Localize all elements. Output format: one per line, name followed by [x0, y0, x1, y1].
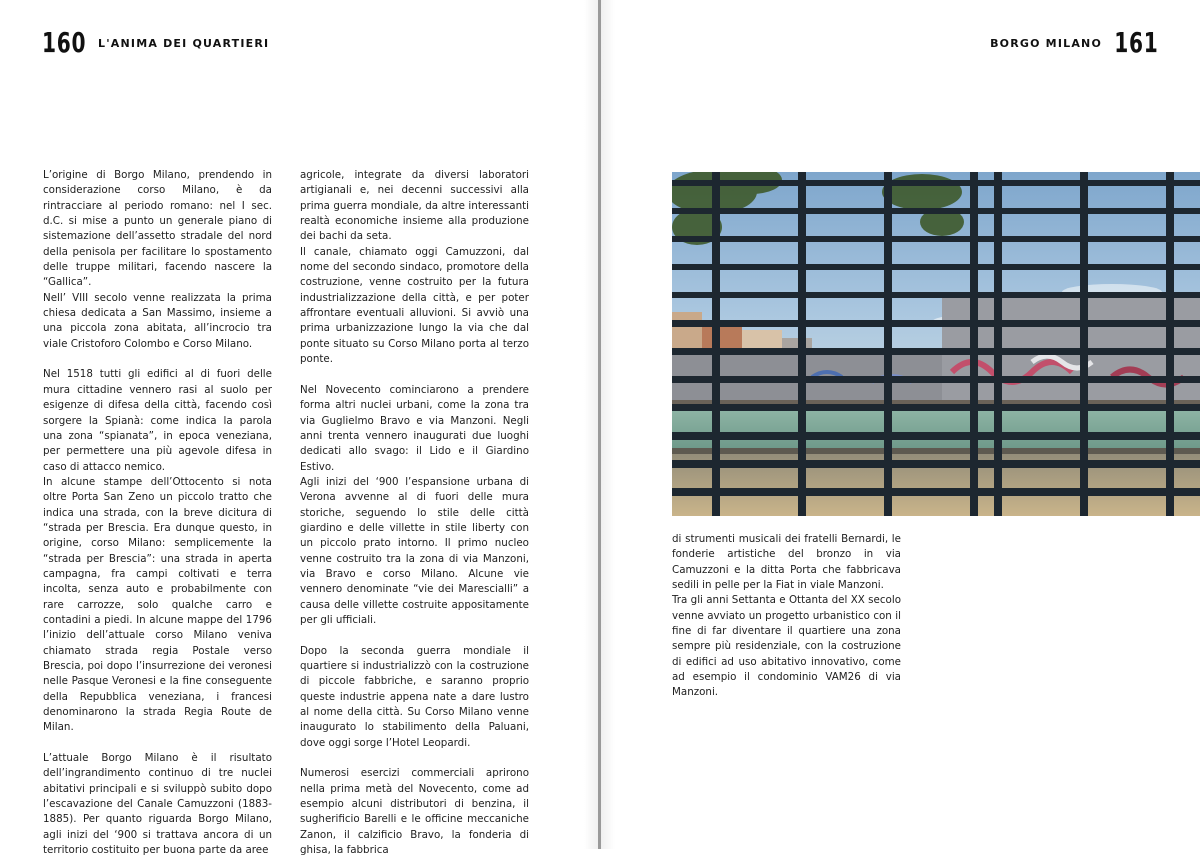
paragraph: In alcune stampe dell’Ottocento si nota oltre Porta San Zeno un piccolo tratto che indica una strada, con la breve dicitura di “strada per Brescia. Era dunque questo, in origine, corso Milano: semplicemente la “strada per Brescia”: una strada in aperta campagna, fra campi coltivati e terra incolta, senza auto e probabilmente con rare carrozze, solo qualche carro e contadini a piedi. In alcune mappe del 1796 l’inizio dell’attuale corso Milano veniva chiamato strada regia Postale verso Brescia, poi dopo l’insurrezione dei veronesi nelle Pasque Veronesi e la fine conseguente della Repubblica veneziana, i francesi denominarono la strada Regia Route de Milan. — [43, 475, 272, 734]
paragraph: Agli inizi del ‘900 l’espansione urbana di Verona avvenne al di fuori delle mura storiche, seguendo lo stile delle città giardino e delle villette in stile liberty con un piccolo prato intorno. Il primo nucleo venne costruito tra la zona di via Manzoni, via Bravo e corso Milano. Alcune vie vennero denominate “vie dei Marescialli” a causa delle villette costruite appositamente per gli ufficiali. — [300, 475, 529, 626]
paragraph: L’origine di Borgo Milano, prendendo in considerazione corso Milano, è da rintracciare al periodo romano: nel I sec. d.C. si mise a punto un generale piano di sistemazione dell’assetto stradale del nord della penisola per facilitare lo spostamento delle truppe militari, facendo nascere la “Gallica”. — [43, 169, 272, 289]
gutter-shadow-right — [601, 0, 615, 849]
gutter-shadow-left — [584, 0, 598, 849]
paragraph: di strumenti musicali dei fratelli Bernardi, le fonderie artistiche del bronzo in via Camuzzoni e la ditta Porta che fabbricava sedili in pelle per la Fiat in viale Manzoni. — [672, 533, 901, 592]
paragraph: Nel 1518 tutti gli edifici al di fuori delle mura cittadine vennero rasi al suolo per esigenze di difesa della città, facendo così sorgere la Spianà: come indica la parola una zona “spianata”, in epoca veneziana, per permettere una più agevole difesa in caso di attacco nemico. — [43, 368, 272, 473]
paragraph: L’attuale Borgo Milano è il risultato dell’ingrandimento continuo di tre nuclei abitativi principali e si sviluppò subito dopo l’escavazione del Canale Camuzzoni (1883-1885). Per quanto riguarda Borgo Milano, agli inizi del ‘900 si trattava ancora di un territorio costituito per buona parte da aree — [43, 752, 272, 857]
photo-illustration — [672, 172, 1200, 516]
paragraph: agricole, integrate da diversi laboratori artigianali e, nei decenni successivi alla prima guerra mondiale, da altre interessanti realtà economiche insieme alla produzione dei bachi da seta. — [300, 169, 529, 243]
canal-through-grate-photo — [672, 172, 1200, 516]
paragraph: Nell’ VIII secolo venne realizzata la prima chiesa dedicata a San Massimo, insieme a una piccola zona abitata, all’incrocio tra viale Cristoforo Colombo e Corso Milano. — [43, 291, 272, 350]
paragraph: Il canale, chiamato oggi Camuzzoni, dal nome del secondo sindaco, promotore della costruzione, venne costruito per la futura industrializzazione della città, e per poter affrontare eventuali alluvioni. Si avviò una prima urbanizzazione lungo la via che dal ponte situato su Corso Milano porta al terzo ponte. — [300, 245, 529, 366]
paragraph: Tra gli anni Settanta e Ottanta del XX secolo venne avviato un progetto urbanistico con il fine di far diventare il quartiere una zona sempre più residenziale, con la costruzione di edifici ad uso abitativo innovativo, come ad esempio il condominio VAM26 di via Manzoni. — [672, 594, 901, 699]
page-number-right: 161 — [1113, 26, 1158, 59]
paragraph: Nel Novecento cominciarono a prendere forma altri nuclei urbani, come la zona tra via Guglielmo Bravo e via Manzoni. Negli anni trenta vennero inaugurati due luoghi dedicati allo svago: il Lido e il Giardino Estivo. — [300, 383, 529, 473]
paragraph: Dopo la seconda guerra mondiale il quartiere si industrializzò con la costruzione di piccole fabbriche, e saranno proprio queste industrie appena nate a dare lustro al nome della città. Su Corso Milano venne inaugurato lo stabilimento della Paluani, dove oggi sorge l’Hotel Leopardi. — [300, 644, 529, 749]
text-column-2 — [300, 168, 529, 858]
paragraph: Numerosi esercizi commerciali aprirono nella prima metà del Novecento, come ad esempio alcuni distributori di benzina, il sugherificio Barelli e le officine meccaniche Zanon, il calzificio Bravo, la fonderia di ghisa, la fabbrica — [300, 767, 529, 857]
text-column-3 — [672, 532, 901, 701]
running-title-right: BORGO MILANO — [990, 37, 1102, 50]
page-number-left: 160 — [42, 26, 87, 59]
text-column-1 — [43, 168, 272, 858]
running-title-left: L'ANIMA DEI QUARTIERI — [98, 37, 270, 50]
